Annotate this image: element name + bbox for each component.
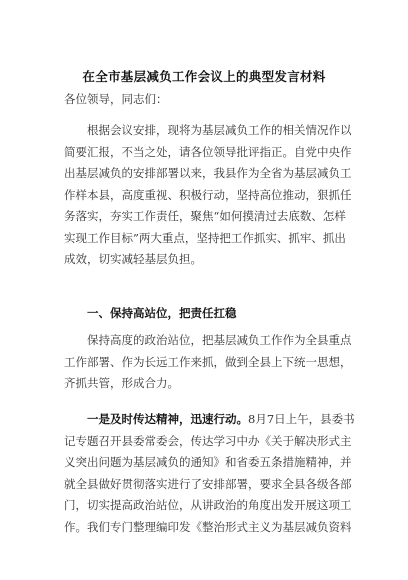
- paragraph-intro: 根据会议安排，现将为基层减负工作的相关情况作以简要汇报，不当之处，请各位领导批评指正。自党中央作出基层减负的安排部署以来，我县作为全省为基层减负工作样本县，高度重视、积极行动，坚持高位推动，狠抓任务落实，夯实工作责任，聚焦“如何摸清过去底数、怎样实现工作目标”两大重点，坚持把工作抓实、抓牢、抓出成效，切实减轻基层负担。: [64, 123, 352, 266]
- paragraph-point-1-body: 8月7日上午，县委书记专题召开县委常委会，传达学习中办《关于解决形式主义突出问题为基层减负的通知》和省委五条措施精神，并就全县做好贯彻落实进行了安排部署，要求全县各级各部门，切实提高政治站位，从讲政治的角度出发开展这项工作。我们专门整理编印发《整治形式主义为基层减负资料: [64, 412, 355, 534]
- section-heading-1: 一、保持高站位，把责任扛稳: [87, 306, 237, 320]
- paragraph-section-1: 保持高度的政治站位，把基层减负工作作为全县重点工作部署、作为长远工作来抓，做到全县上下统一思想，齐抓共管，形成合力。: [64, 333, 352, 390]
- paragraph-point-1-lead: 一是及时传达精神，迅速行动。: [87, 412, 248, 426]
- paragraph-point-1: [64, 409, 356, 538]
- document-title: 在全市基层减负工作会议上的典型发言材料: [82, 69, 326, 84]
- salutation: 各位领导，同志们：: [64, 92, 168, 106]
